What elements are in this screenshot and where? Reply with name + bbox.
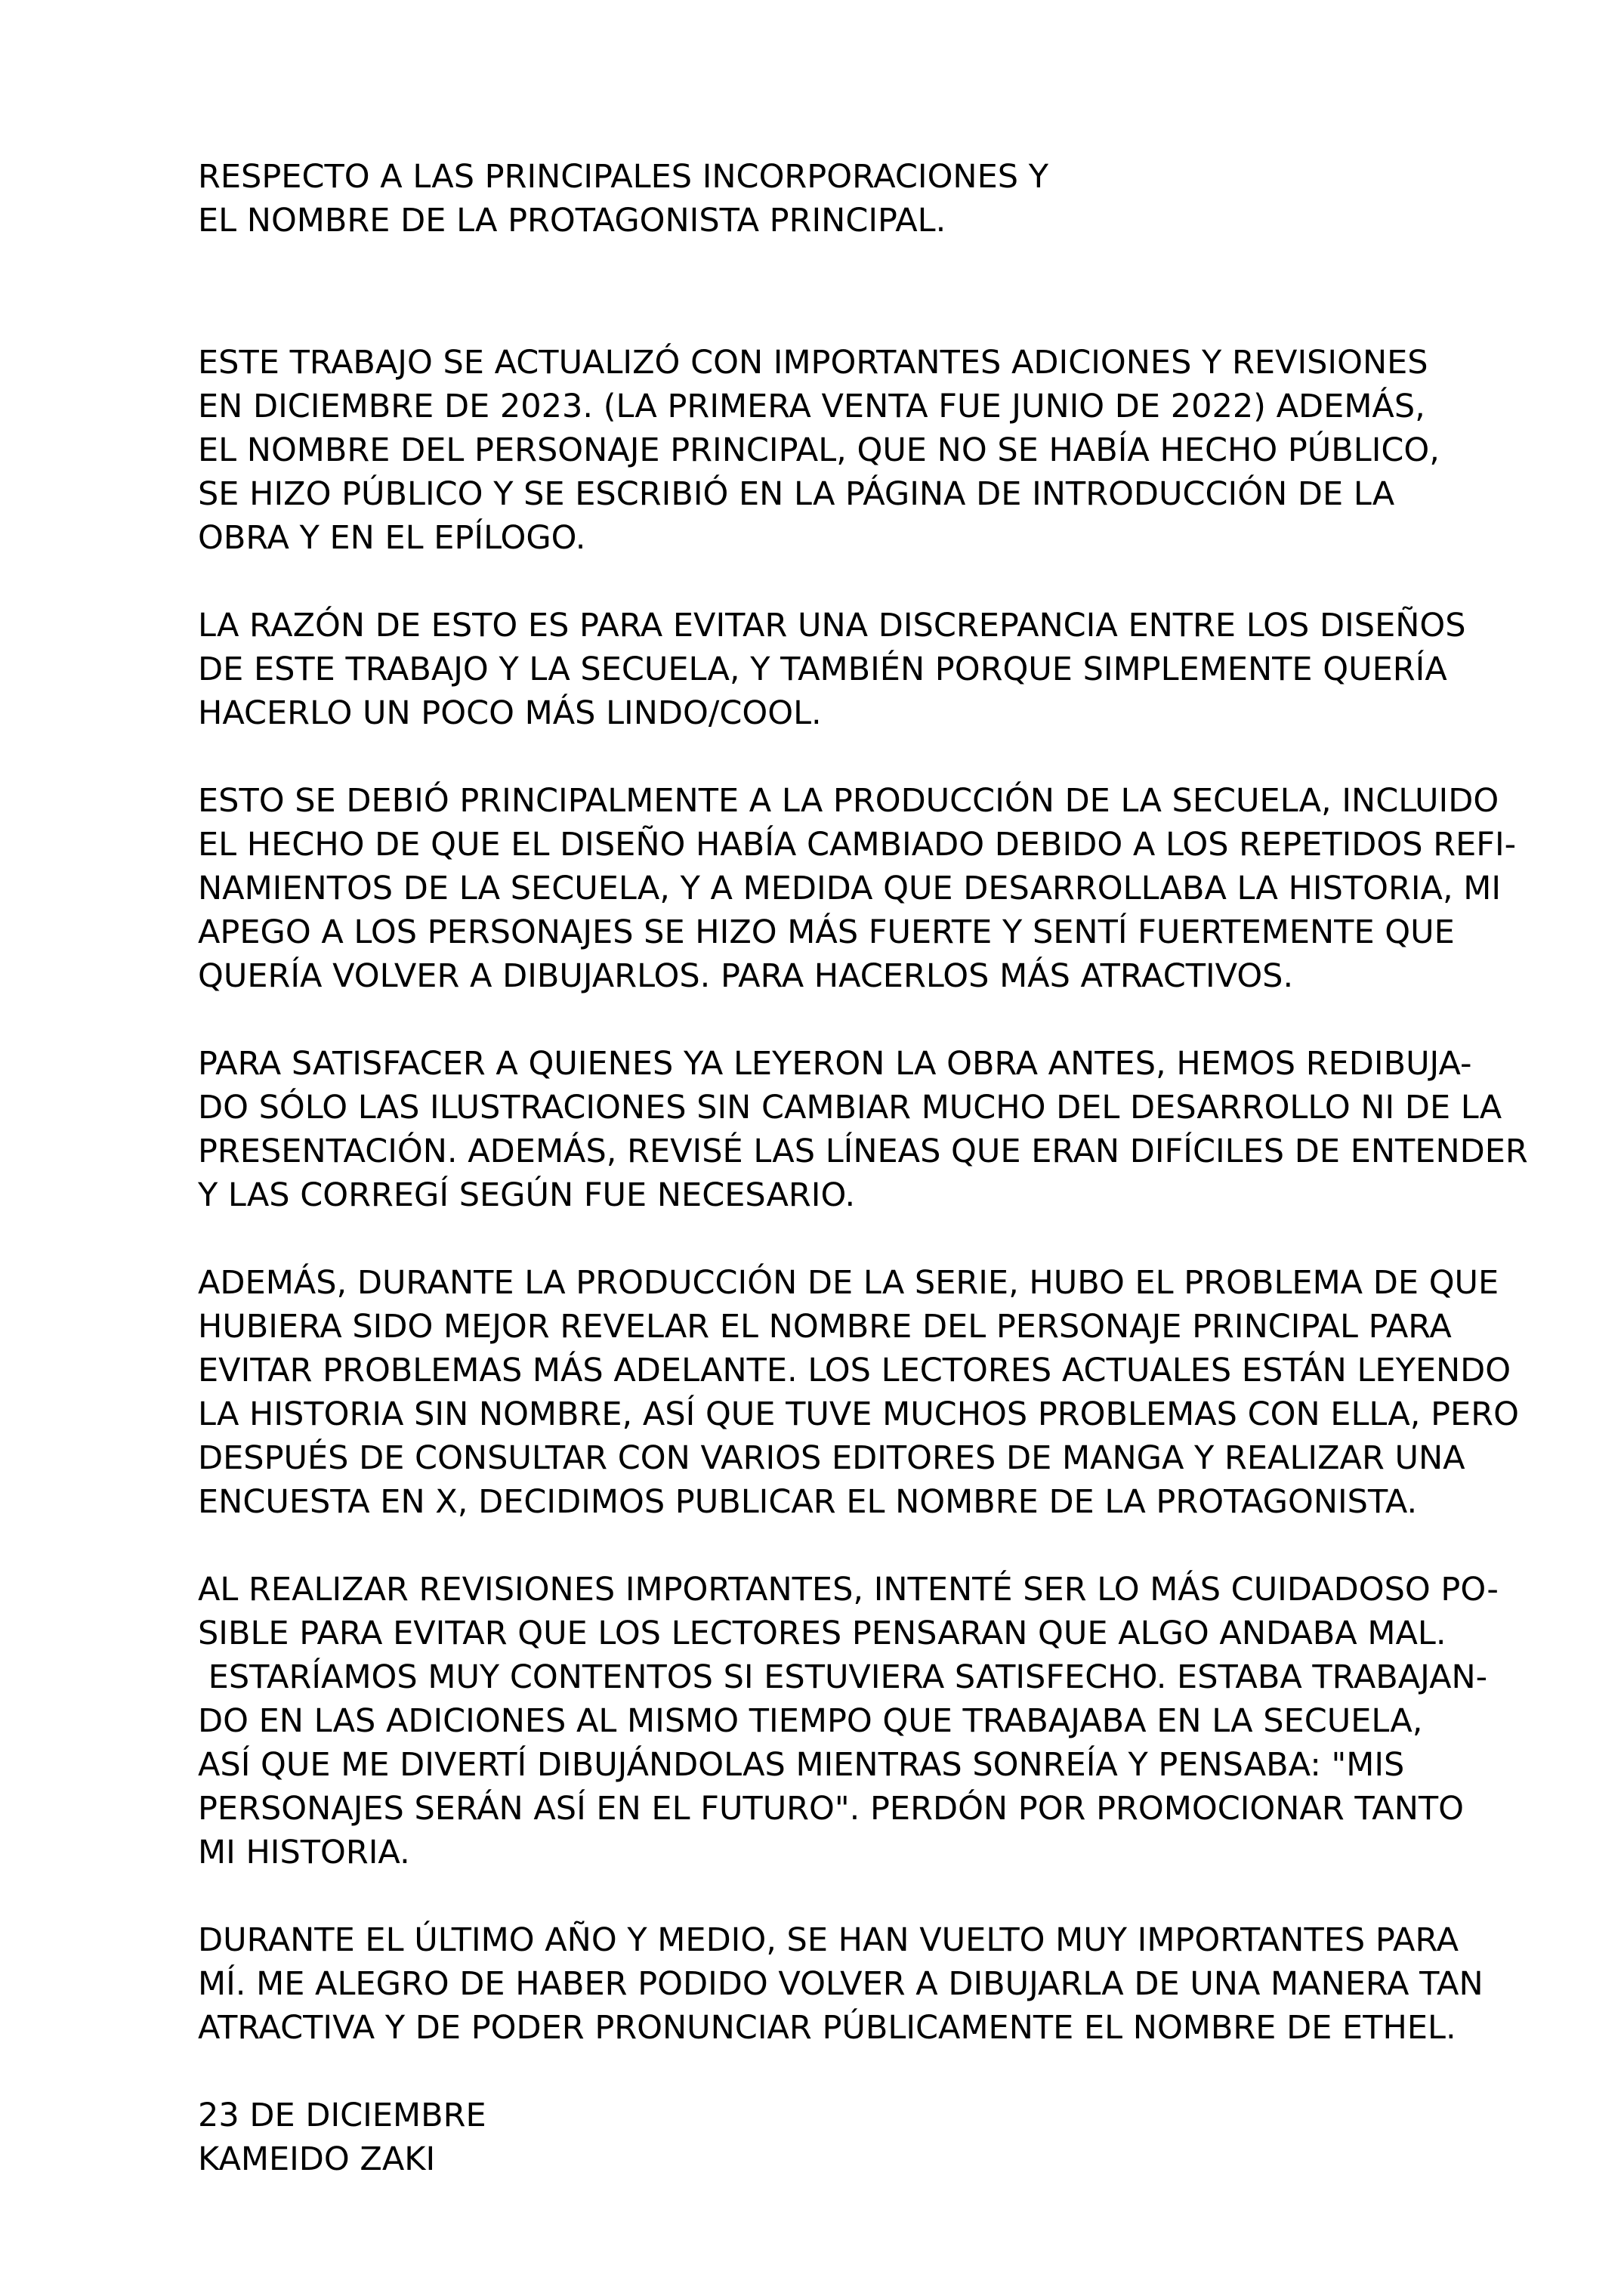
paragraph-3: [198, 779, 1517, 998]
paragraph-line: SE HIZO PÚBLICO Y SE ESCRIBIÓ EN LA PÁGINA DE INTRODUCCIÓN DE LA: [198, 475, 1395, 513]
paragraph-line: Y LAS CORREGÍ SEGÚN FUE NECESARIO.: [198, 1176, 856, 1214]
paragraph-line: HACERLO UN POCO MÁS LINDO/COOL.: [198, 694, 822, 732]
spacer: [198, 1874, 1452, 1918]
paragraph-line: EVITAR PROBLEMAS MÁS ADELANTE. LOS LECTORES ACTUALES ESTÁN LEYENDO: [198, 1352, 1511, 1389]
paragraph-line: ADEMÁS, DURANTE LA PRODUCCIÓN DE LA SERIE, HUBO EL PROBLEMA DE QUE: [198, 1264, 1499, 1302]
signature: [198, 2094, 1452, 2181]
paragraph-line: DE ESTE TRABAJO Y LA SECUELA, Y TAMBIÉN PORQUE SIMPLEMENTE QUERÍA: [198, 651, 1447, 688]
paragraph-line: LA RAZÓN DE ESTO ES PARA EVITAR UNA DISCREPANCIA ENTRE LOS DISEÑOS: [198, 607, 1466, 644]
paragraph-4: [198, 1042, 1528, 1217]
paragraph-line: LA HISTORIA SIN NOMBRE, ASÍ QUE TUVE MUCHOS PROBLEMAS CON ELLA, PERO: [198, 1395, 1519, 1433]
paragraph-line: ASÍ QUE ME DIVERTÍ DIBUJÁNDOLAS MIENTRAS SONREÍA Y PENSABA: "MIS: [198, 1746, 1405, 1784]
signature-date: 23 DE DICIEMBRE: [198, 2097, 486, 2134]
paragraph-2: [198, 604, 1466, 735]
paragraph-line: NAMIENTOS DE LA SECUELA, Y A MEDIDA QUE DESARROLLABA LA HISTORIA, MI: [198, 870, 1502, 907]
paragraph-1: [198, 341, 1452, 560]
spacer: [198, 998, 1452, 1042]
spacer: [198, 243, 1452, 341]
paragraph-line: APEGO A LOS PERSONAJES SE HIZO MÁS FUERTE Y SENTÍ FUERTEMENTE QUE: [198, 913, 1455, 951]
paragraph-line: PRESENTACIÓN. ADEMÁS, REVISÉ LAS LÍNEAS QUE ERAN DIFÍCILES DE ENTENDER: [198, 1133, 1528, 1170]
paragraph-line: DURANTE EL ÚLTIMO AÑO Y MEDIO, SE HAN VUELTO MUY IMPORTANTES PARA: [198, 1921, 1459, 1959]
paragraph-6: [198, 1568, 1499, 1874]
paragraph-line: EL HECHO DE QUE EL DISEÑO HABÍA CAMBIADO DEBIDO A LOS REPETIDOS REFI-: [198, 826, 1517, 864]
paragraph-line: MÍ. ME ALEGRO DE HABER PODIDO VOLVER A DIBUJARLA DE UNA MANERA TAN: [198, 1965, 1484, 2003]
spacer: [198, 735, 1452, 779]
paragraph-line: EL NOMBRE DEL PERSONAJE PRINCIPAL, QUE NO SE HABÍA HECHO PÚBLICO,: [198, 431, 1440, 469]
signature-author: KAMEIDO ZAKI: [198, 2140, 436, 2178]
paragraph-line: PERSONAJES SERÁN ASÍ EN EL FUTURO". PERDÓN POR PROMOCIONAR TANTO: [198, 1790, 1464, 1828]
heading-line: EL NOMBRE DE LA PROTAGONISTA PRINCIPAL.: [198, 202, 946, 239]
afterword-text: [198, 155, 1528, 2181]
paragraph-line: DO SÓLO LAS ILUSTRACIONES SIN CAMBIAR MUCHO DEL DESARROLLO NI DE LA: [198, 1089, 1502, 1126]
paragraph-line: ESTE TRABAJO SE ACTUALIZÓ CON IMPORTANTES ADICIONES Y REVISIONES: [198, 344, 1428, 382]
paragraph-line: HUBIERA SIDO MEJOR REVELAR EL NOMBRE DEL PERSONAJE PRINCIPAL PARA: [198, 1308, 1452, 1346]
paragraph-line: ESTARÍAMOS MUY CONTENTOS SI ESTUVIERA SATISFECHO. ESTABA TRABAJAN-: [198, 1658, 1488, 1696]
paragraph-line: QUERÍA VOLVER A DIBUJARLOS. PARA HACERLOS MÁS ATRACTIVOS.: [198, 957, 1294, 995]
paragraph-line: DESPUÉS DE CONSULTAR CON VARIOS EDITORES DE MANGA Y REALIZAR UNA: [198, 1439, 1465, 1477]
paragraph-line: SIBLE PARA EVITAR QUE LOS LECTORES PENSARAN QUE ALGO ANDABA MAL.: [198, 1615, 1446, 1652]
paragraph-line: DO EN LAS ADICIONES AL MISMO TIEMPO QUE TRABAJABA EN LA SECUELA,: [198, 1702, 1423, 1740]
paragraph-line: ESTO SE DEBIÓ PRINCIPALMENTE A LA PRODUCCIÓN DE LA SECUELA, INCLUIDO: [198, 782, 1499, 820]
paragraph-line: OBRA Y EN EL EPÍLOGO.: [198, 519, 586, 557]
heading-line: RESPECTO A LAS PRINCIPALES INCORPORACIONES Y: [198, 158, 1048, 196]
spacer: [198, 1217, 1452, 1261]
spacer: [198, 2050, 1452, 2094]
paragraph-7: [198, 1918, 1484, 2050]
heading: [198, 155, 1452, 243]
paragraph-line: EN DICIEMBRE DE 2023. (LA PRIMERA VENTA FUE JUNIO DE 2022) ADEMÁS,: [198, 388, 1425, 425]
paragraph-line: MI HISTORIA.: [198, 1834, 410, 1871]
paragraph-line: ATRACTIVA Y DE PODER PRONUNCIAR PÚBLICAMENTE EL NOMBRE DE ETHEL.: [198, 2009, 1456, 2047]
paragraph-line: ENCUESTA EN X, DECIDIMOS PUBLICAR EL NOMBRE DE LA PROTAGONISTA.: [198, 1483, 1418, 1521]
paragraph-line: PARA SATISFACER A QUIENES YA LEYERON LA OBRA ANTES, HEMOS REDIBUJA-: [198, 1045, 1472, 1083]
paragraph-line: AL REALIZAR REVISIONES IMPORTANTES, INTENTÉ SER LO MÁS CUIDADOSO PO-: [198, 1571, 1499, 1608]
spacer: [198, 1524, 1452, 1568]
spacer: [198, 560, 1452, 604]
paragraph-5: [198, 1261, 1519, 1524]
